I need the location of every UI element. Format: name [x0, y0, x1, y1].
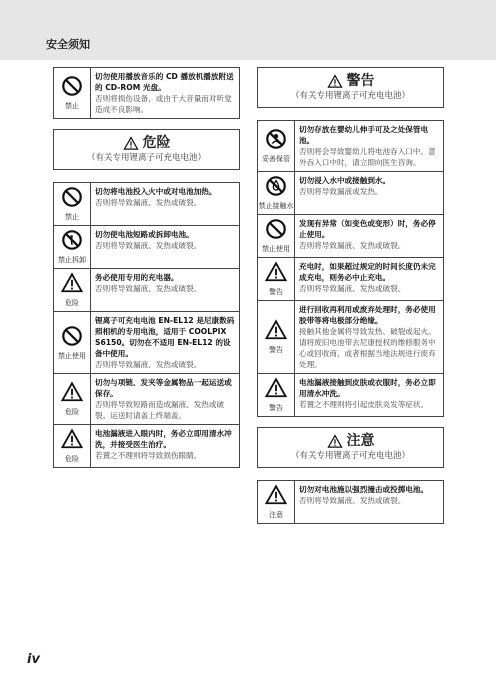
text-cell	[295, 172, 443, 214]
prohibit-icon	[61, 325, 83, 351]
prohibit-icon	[265, 218, 287, 244]
prohibit-icon	[61, 75, 83, 101]
warning-icon	[265, 484, 287, 510]
warning-icon	[61, 272, 83, 298]
instruction-text: 切勿对电池施以强烈撞击或投掷电池。	[299, 485, 429, 494]
consequence-text: 否则将导致漏液、发热或破裂。	[95, 360, 202, 369]
icon-cell	[54, 374, 91, 424]
instruction-text: 进行回收再利用或废弃处理时，务必使用胶带等将电极部分绝缘。	[299, 305, 436, 325]
instruction-text: 务必使用专用的充电器。	[95, 273, 179, 282]
text-cell	[91, 226, 239, 268]
consequence-text: 否则将导致漏液、发热或破裂。	[95, 198, 202, 207]
text-cell	[91, 68, 239, 118]
warning-icon	[265, 319, 287, 345]
consequence-text: 若置之不理则将引起皮肤炎发等症状。	[299, 400, 429, 409]
icon-label: 注意	[269, 511, 283, 519]
icon-label: 危险	[65, 408, 79, 416]
icon-label: 禁止使用	[262, 245, 290, 253]
instruction-text: 发现有异常（如变色或变形）时，务必停止使用。	[299, 219, 436, 239]
warning-table	[257, 120, 444, 417]
text-cell	[295, 215, 443, 257]
instruction-text: 电池漏液进入眼内时，务必立即用清水冲洗，并接受医生治疗。	[95, 429, 232, 449]
consequence-text: 否则将损伤设备，或由于大音量而对听觉造成不良影响。	[95, 94, 232, 114]
icon-cell	[54, 425, 91, 467]
consequence-text: 否则将导致短路而造成漏液、发热或破裂。运送时请盖上终端盖。	[95, 400, 225, 420]
danger-subtitle: （有关专用锂离子可充电电池）	[86, 153, 206, 163]
icon-cell	[258, 121, 295, 171]
instruction-text: 电池漏液接触到皮肤或衣服时，务必立即用清水冲洗。	[299, 378, 436, 398]
no-water-icon	[265, 175, 287, 201]
prohibit-icon	[61, 186, 83, 212]
consequence-text: 否则将导致漏液、发热或破裂。	[299, 496, 406, 505]
instruction-text: 切勿将电池投入火中或对电池加热。	[95, 187, 217, 196]
warning-icon	[265, 261, 287, 287]
keep-away-icon	[265, 128, 287, 154]
header-bar	[0, 0, 496, 60]
warning-triangle-icon	[327, 434, 343, 449]
icon-cell	[258, 258, 295, 300]
icon-label: 禁止	[65, 213, 79, 221]
consequence-text: 否则将导致漏液、发热或破裂。	[95, 241, 202, 250]
caution-subtitle: （有关专用锂离子可充电电池）	[290, 451, 410, 461]
right-column	[257, 67, 444, 524]
consequence-text: 否则将导致漏液、发热或破裂。	[299, 241, 406, 250]
danger-header	[53, 129, 240, 170]
warning-subtitle: （有关专用锂离子可充电电池）	[290, 91, 410, 101]
icon-label: 警告	[269, 404, 283, 412]
icon-label: 妥善保管	[262, 155, 290, 163]
consequence-text: 否则将导致漏液、发热或破裂。	[95, 284, 202, 293]
consequence-text: 否则将导致漏液或发热。	[299, 187, 383, 196]
warning-icon	[61, 428, 83, 454]
danger-title: 危险	[142, 135, 171, 151]
icon-cell	[258, 481, 295, 523]
caution-header	[257, 427, 444, 468]
safety-item-row	[257, 215, 444, 258]
text-cell	[91, 374, 239, 424]
icon-label: 禁止使用	[58, 351, 86, 360]
danger-table	[53, 182, 240, 468]
safety-item-row	[257, 120, 444, 172]
caution-title: 注意	[346, 433, 375, 449]
instruction-text: 切勿存放在婴幼儿伸手可及之处保管电池。	[299, 125, 429, 145]
consequence-text: 否则将会导致婴幼儿将电池吞入口中。意外吞入口中时，请立即向医生咨询。	[299, 147, 436, 167]
safety-item-row	[53, 269, 240, 312]
icon-cell	[54, 68, 91, 118]
icon-cell	[54, 269, 91, 311]
consequence-text: 若置之不理则将导致损伤眼睛。	[95, 451, 202, 460]
consequence-text: 否则将导致漏液、发热或破裂。	[299, 284, 406, 293]
safety-item-row	[257, 301, 444, 374]
no-disassemble-icon	[61, 229, 83, 255]
icon-label: 禁止接触水	[258, 202, 294, 210]
safety-item-row	[53, 425, 240, 468]
text-cell	[295, 301, 443, 373]
instruction-text: 切勿浸入水中或接触到水。	[299, 176, 391, 185]
text-cell	[91, 269, 239, 311]
safety-item-row	[257, 480, 444, 524]
icon-cell	[54, 312, 91, 373]
safety-item-row	[257, 374, 444, 417]
safety-item-row	[53, 226, 240, 269]
safety-item-row	[53, 67, 240, 119]
safety-item-row	[257, 172, 444, 215]
warning-triangle-icon	[327, 74, 343, 89]
warning-header	[257, 67, 444, 108]
consequence-text: 接触其他金属将导致发热、破裂或起火。请将废旧电池带去尼康授权的维修服务中心或回收商，或者根据当地法规进行废弃处理。	[299, 327, 436, 369]
icon-cell	[258, 374, 295, 416]
left-top-table	[53, 67, 240, 119]
instruction-text: 锂离子可充电电池 EN-EL12 是尼康数码照相机的专用电池，适用于 COOLPIX S6150。切勿在不适用 EN-EL12 的设备中使用。	[95, 316, 235, 358]
left-column	[53, 67, 240, 468]
instruction-text: 切勿使用播放音乐的 CD 播放机播放附送的 CD-ROM 光盘。	[95, 72, 234, 92]
warning-icon	[265, 377, 287, 403]
safety-item-row	[53, 374, 240, 425]
text-cell	[295, 258, 443, 300]
icon-cell	[54, 226, 91, 268]
icon-label: 警告	[269, 346, 283, 354]
icon-label: 禁止	[65, 102, 79, 110]
warning-title: 警告	[346, 73, 375, 89]
text-cell	[295, 481, 443, 523]
icon-cell	[258, 215, 295, 257]
safety-item-row	[53, 312, 240, 374]
text-cell	[91, 425, 239, 467]
icon-label: 危险	[65, 299, 79, 307]
instruction-text: 切勿使电池短路或拆卸电池。	[95, 230, 194, 239]
page-number: iv	[27, 652, 40, 667]
text-cell	[91, 312, 239, 373]
caution-table	[257, 480, 444, 524]
warning-icon	[61, 381, 83, 407]
safety-item-row	[257, 258, 444, 301]
text-cell	[91, 183, 239, 225]
icon-label: 禁止拆卸	[58, 256, 86, 264]
instruction-text: 切勿与项链、发夹等金属物品一起运送或保存。	[95, 378, 232, 398]
instruction-text: 充电时，如果超过规定的时间长度仍未完成充电，则务必中止充电。	[299, 262, 436, 282]
text-cell	[295, 121, 443, 171]
text-cell	[295, 374, 443, 416]
safety-item-row	[53, 182, 240, 226]
page-title: 安全须知	[46, 38, 90, 51]
icon-cell	[54, 183, 91, 225]
icon-label: 危险	[65, 455, 79, 463]
warning-triangle-icon	[123, 136, 139, 151]
icon-cell	[258, 172, 295, 214]
icon-cell	[258, 301, 295, 373]
icon-label: 警告	[269, 288, 283, 296]
